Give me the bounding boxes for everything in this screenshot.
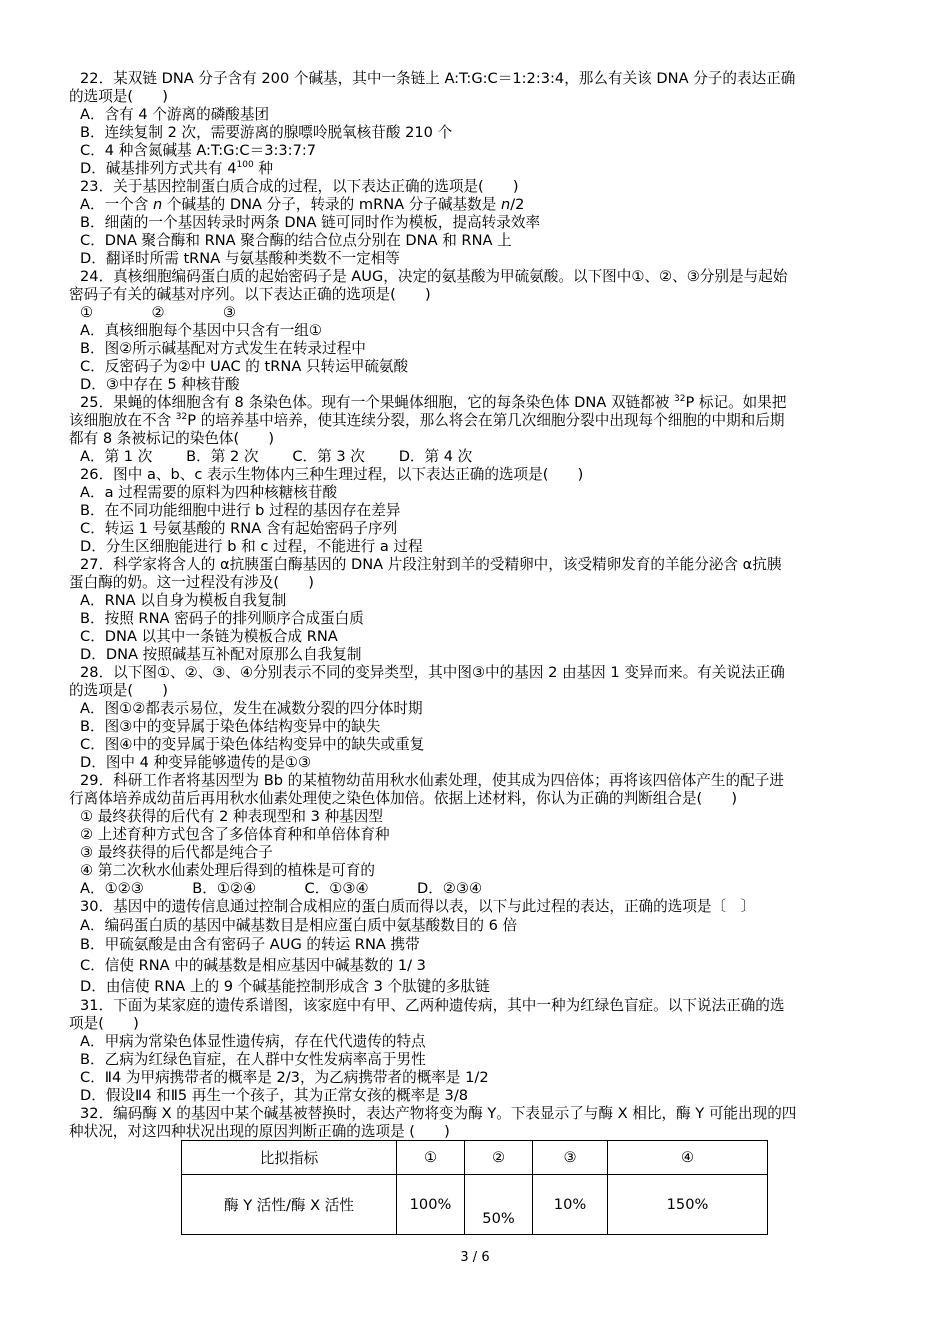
text-line	[80, 448, 472, 466]
text-line	[80, 718, 380, 736]
text-line	[80, 250, 400, 268]
table-header-row	[182, 1141, 768, 1175]
text-line	[80, 70, 795, 88]
text-line	[80, 700, 423, 718]
text-segment: 32．编码酶 X 的基因中某个碱基被替换时，表达产物将变为酶 Y。下表显示了与酶 X 相比，酶 Y 可能出现的四	[80, 1105, 797, 1122]
text-line	[69, 574, 314, 592]
text-segment: D．分生区细胞能进行 b 和 c 过程，不能进行 a 过程	[80, 538, 423, 555]
text-segment: C．反密码子为②中 UAC 的 tRNA 只转运甲硫氨酸	[80, 358, 409, 375]
text-line	[80, 556, 781, 574]
text-line	[80, 484, 337, 502]
text-line	[80, 196, 524, 214]
text-segment: A．RNA 以自身为模板自我复制	[80, 592, 287, 609]
text-line	[69, 1015, 139, 1033]
superscript: 100	[236, 160, 254, 171]
text-segment: B．按照 RNA 密码子的排列顺序合成蛋白质	[80, 610, 364, 627]
text-segment: 都有 8 条被标记的染色体( )	[69, 430, 275, 447]
text-segment: A．甲病为常染色体显性遗传病，存在代代遗传的特点	[80, 1033, 426, 1050]
text-segment: C．信使 RNA 中的碱基数是相应基因中碱基数的 1/ 3	[80, 957, 426, 974]
text-segment: C．DNA 以其中一条链为模板合成 RNA	[80, 628, 338, 645]
text-segment: A．含有 4 个游离的磷酸基团	[80, 106, 270, 123]
text-line	[80, 160, 273, 178]
text-segment: B．乙病为红绿色盲症，在人群中女性发病率高于男性	[80, 1051, 426, 1068]
text-segment: 种状况，对这四种状况出现的原因判断正确的选项是 ( )	[69, 1123, 450, 1140]
text-line	[80, 322, 322, 340]
text-line	[80, 628, 338, 646]
superscript: 32	[673, 394, 686, 405]
text-line	[80, 106, 269, 124]
text-line	[80, 124, 452, 142]
text-line	[80, 957, 426, 975]
text-segment: P 标记。如果把	[685, 394, 787, 411]
superscript: 32	[175, 412, 188, 423]
text-line	[80, 358, 408, 376]
text-segment: B．在不同功能细胞中进行 b 过程的基因存在差异	[80, 502, 401, 519]
text-segment: C．DNA 聚合酶和 RNA 聚合酶的结合位点分别在 DNA 和 RNA 上	[80, 232, 512, 249]
page-number: 3 / 6	[460, 1250, 490, 1265]
text-line	[80, 1069, 489, 1087]
text-segment: 种	[253, 160, 273, 177]
text-line	[80, 520, 397, 538]
text-line	[80, 978, 490, 996]
text-line	[69, 286, 431, 304]
text-segment: D．碱基排列方式共有 4	[80, 160, 237, 177]
text-line	[80, 736, 424, 754]
table-cell-value: 50%	[482, 1210, 515, 1227]
table-cell	[465, 1175, 533, 1235]
text-line	[80, 997, 784, 1015]
text-segment: D．假设Ⅱ4 和Ⅱ5 再生一个孩子，其为正常女孩的概率是 3/8	[80, 1087, 469, 1104]
text-line	[80, 754, 311, 772]
text-line	[80, 664, 785, 682]
enzyme-comparison-table	[181, 1140, 768, 1235]
table-header-cell: ④	[608, 1141, 768, 1175]
text-line	[80, 772, 784, 790]
text-segment: 的选项是( )	[69, 682, 168, 699]
text-segment: D．翻译时所需 tRNA 与氨基酸种类数不一定相等	[80, 250, 400, 267]
text-line	[80, 1087, 468, 1105]
text-line	[80, 538, 423, 556]
text-line	[80, 232, 512, 250]
text-line	[80, 898, 755, 916]
text-line	[80, 880, 482, 898]
text-segment: ③ 最终获得的后代都是纯合子	[80, 844, 273, 861]
text-segment: 26．图中 a、b、c 表示生物体内三种生理过程，以下表达正确的选项是( )	[80, 466, 584, 483]
text-segment: D．图中 4 种变异能够遗传的是①③	[80, 754, 312, 771]
text-segment: 28．以下图①、②、③、④分别表示不同的变异类型，其中图③中的基因 2 由基因 1 变异而来。有关说法正确	[80, 664, 785, 681]
table-cell: 10%	[533, 1175, 608, 1235]
text-line	[80, 214, 540, 232]
text-segment: B．连续复制 2 次，需要游离的腺嘌呤脱氧核苷酸 210 个	[80, 124, 453, 141]
table-row	[182, 1175, 768, 1235]
text-segment: 29．科研工作者将基因型为 Bb 的某植物幼苗用秋水仙素处理，使其成为四倍体；再将该四倍体产生的配子进	[80, 772, 784, 789]
text-segment: A．一个含	[80, 196, 153, 213]
text-line	[80, 394, 786, 412]
table-header-cell: ②	[465, 1141, 533, 1175]
text-segment: P 的培养基中培养，使其连续分裂，那么将会在第几次细胞分裂中出现每个细胞的中期和后期	[187, 412, 785, 429]
text-line	[80, 862, 375, 880]
table-header-cell: ③	[533, 1141, 608, 1175]
text-line	[80, 304, 236, 322]
text-segment: A．编码蛋白质的基因中碱基数目是相应蛋白质中氨基酸数目的 6 倍	[80, 917, 518, 934]
text-segment: ① ② ③	[80, 304, 236, 321]
text-segment: B．图②所示碱基配对方式发生在转录过程中	[80, 340, 366, 357]
text-segment: ① 最终获得的后代有 2 种表现型和 3 种基因型	[80, 808, 383, 825]
text-line	[80, 1033, 426, 1051]
text-segment: ④ 第二次秋水仙素处理后得到的植株是可育的	[80, 862, 376, 879]
text-line	[69, 88, 168, 106]
text-line	[80, 376, 240, 394]
text-segment: 密码子有关的碱基对序列。以下表达正确的选项是( )	[69, 286, 431, 303]
table-row-label: 酶 Y 活性/酶 X 活性	[182, 1175, 397, 1235]
italic-variable: n	[500, 196, 511, 213]
text-segment: 该细胞放在不含	[69, 412, 176, 429]
text-segment: 23．关于基因控制蛋白质合成的过程，以下表达正确的选项是( )	[80, 178, 519, 195]
text-segment: A．真核细胞每个基因中只含有一组①	[80, 322, 322, 339]
text-line	[80, 936, 420, 954]
text-line	[80, 646, 362, 664]
text-segment: B．细菌的一个基因转录时两条 DNA 链可同时作为模板，提高转录效率	[80, 214, 541, 231]
text-segment: D．由信使 RNA 上的 9 个碱基能控制形成含 3 个肽键的多肽链	[80, 978, 490, 995]
text-line	[80, 808, 383, 826]
text-segment: /2	[510, 196, 525, 213]
text-line	[69, 430, 274, 448]
text-segment: ② 上述育种方式包含了多倍体育种和单倍体育种	[80, 826, 390, 843]
text-segment: B．甲硫氨酸是由含有密码子 AUG 的转运 RNA 携带	[80, 936, 420, 953]
text-line	[69, 682, 168, 700]
text-line	[80, 1051, 426, 1069]
text-segment: 行离体培养成幼苗后再用秋水仙素处理使之染色体加倍。依据上述材料，你认为正确的判断组合是( )	[69, 790, 738, 807]
text-segment: 25．果蝇的体细胞含有 8 条染色体。现有一个果蝇体细胞，它的每条染色体 DNA 双链都被	[80, 394, 674, 411]
text-line	[80, 268, 787, 286]
text-line	[80, 610, 364, 628]
text-segment: 27．科学家将含人的 α抗胰蛋白酶基因的 DNA 片段注射到羊的受精卵中，该受精卵发育的羊能分泌含 α抗胰	[80, 556, 782, 573]
text-line	[69, 790, 737, 808]
text-segment: 蛋白酶的奶。这一过程没有涉及( )	[69, 574, 314, 591]
text-line	[80, 502, 400, 520]
text-segment: 项是( )	[69, 1015, 139, 1032]
text-segment: 24．真核细胞编码蛋白质的起始密码子是 AUG，决定的氨基酸为甲硫氨酸。以下图中①、②、③分别是与起始	[80, 268, 788, 285]
text-segment: C．Ⅱ4 为甲病携带者的概率是 2/3，为乙病携带者的概率是 1/2	[80, 1069, 489, 1086]
table-cell: 150%	[608, 1175, 768, 1235]
text-segment: B．图③中的变异属于染色体结构变异中的缺失	[80, 718, 381, 735]
text-segment: D．DNA 按照碱基互补配对原那么自我复制	[80, 646, 362, 663]
text-line	[80, 592, 286, 610]
text-segment: 30．基因中的遗传信息通过控制合成相应的蛋白质而得以表，以下与此过程的表达，正确的选项是〔 〕	[80, 898, 756, 915]
table-header-cell: ①	[397, 1141, 465, 1175]
text-segment: A．第 1 次 B．第 2 次 C．第 3 次 D．第 4 次	[80, 448, 473, 465]
text-segment: 个碱基的 DNA 分子，转录的 mRNA 分子碱基数是	[162, 196, 501, 213]
text-line	[69, 412, 784, 430]
text-line	[80, 826, 390, 844]
text-line	[80, 1105, 796, 1123]
text-segment: 22．某双链 DNA 分子含有 200 个碱基，其中一条链上 A:T:G:C＝1:2:3:4，那么有关该 DNA 分子的表达正确	[80, 70, 796, 87]
text-segment: 的选项是( )	[69, 88, 168, 105]
text-line	[69, 1123, 450, 1141]
table-cell: 100%	[397, 1175, 465, 1235]
text-segment: C．转运 1 号氨基酸的 RNA 含有起始密码子序列	[80, 520, 398, 537]
text-segment: A．①②③ B．①②④ C．①③④ D．②③④	[80, 880, 483, 897]
table-header-cell: 比拟指标	[182, 1141, 397, 1175]
text-segment: D．③中存在 5 种核苷酸	[80, 376, 240, 393]
text-segment: A．图①②都表示易位，发生在减数分裂的四分体时期	[80, 700, 423, 717]
text-line	[80, 178, 519, 196]
text-segment: C．4 种含氮碱基 A:T:G:C＝3:3:7:7	[80, 142, 317, 159]
text-line	[80, 917, 517, 935]
text-segment: C．图④中的变异属于染色体结构变异中的缺失或重复	[80, 736, 425, 753]
text-segment: 31．下面为某家庭的遗传系谱图，该家庭中有甲、乙两种遗传病，其中一种为红绿色盲症。以下说法正确的选	[80, 997, 785, 1014]
text-line	[80, 844, 273, 862]
text-line	[80, 466, 583, 484]
text-line	[80, 142, 316, 160]
italic-variable: n	[153, 196, 163, 213]
text-segment: A．a 过程需要的原料为四种核糖核苷酸	[80, 484, 338, 501]
text-line	[80, 340, 366, 358]
